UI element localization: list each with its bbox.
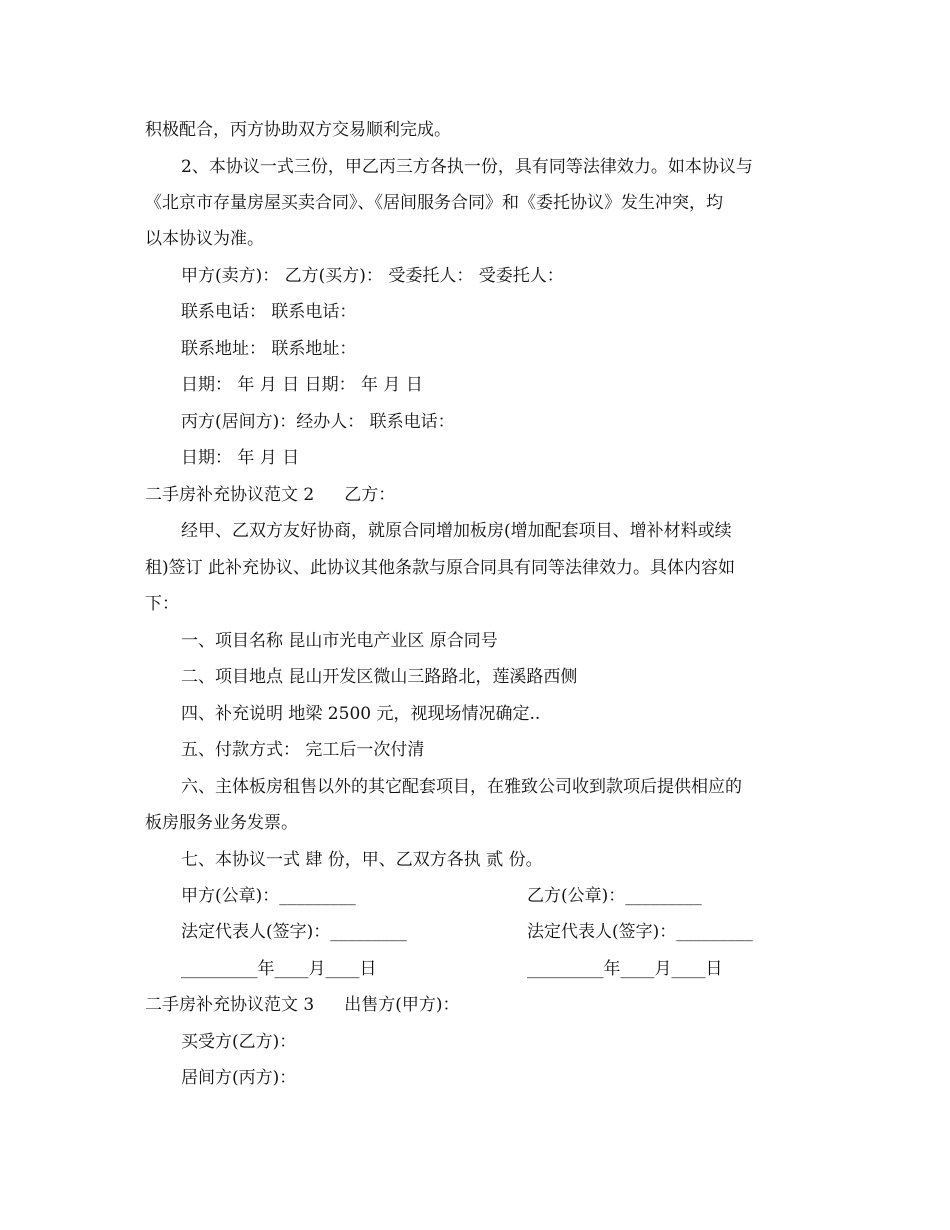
clause-line: 二、项目地点 昆山开发区微山三路路北，莲溪路西侧: [181, 667, 578, 687]
clause-line: 六、主体板房租售以外的其它配套项目，在雅致公司收到款项后提供相应的: [181, 777, 742, 797]
paragraph-line: 以本协议为准。: [145, 229, 264, 249]
clause-line: 五、付款方式： 完工后一次付清: [181, 740, 425, 760]
party-a-seal: 甲方(公章)：_________: [181, 886, 356, 906]
clause-line: 一、项目名称 昆山市光电产业区 原合同号: [181, 631, 498, 651]
paragraph-line: 板房服务业务发票。: [145, 813, 298, 833]
section-heading: [145, 484, 825, 506]
clause-line: 七、本协议一式 肆 份，甲、乙双方各执 贰 份。: [181, 850, 543, 870]
signature-parties-line: 甲方(卖方)： 乙方(买方)： 受委托人： 受委托人：: [181, 266, 564, 286]
intermediary-line: 丙方(居间方)：经办人： 联系电话：: [181, 412, 455, 432]
date-line: 日期： 年 月 日: [181, 448, 300, 468]
party-line: 居间方(丙方)：: [181, 1068, 297, 1088]
paragraph-line: 下：: [145, 594, 179, 614]
party-b-date: _________年____月____日: [527, 959, 723, 979]
paragraph-line: 2、本协议一式三份，甲乙丙三方各执一份，具有同等法律效力。如本协议与: [181, 157, 753, 177]
party-line: 买受方(乙方)：: [181, 1032, 297, 1052]
date-line: 日期： 年 月 日 日期： 年 月 日: [181, 375, 423, 395]
party-label: 出售方(甲方)：: [344, 995, 460, 1015]
section-heading: [145, 994, 825, 1016]
party-a-representative: 法定代表人(签字)：_________: [181, 922, 407, 942]
party-b-seal: 乙方(公章)：_________: [527, 886, 702, 906]
party-label: 乙方：: [344, 485, 396, 505]
party-b-representative: 法定代表人(签字)：_________: [527, 922, 753, 942]
contact-address-line: 联系地址： 联系地址：: [181, 339, 357, 359]
contact-phone-line: 联系电话： 联系电话：: [181, 302, 357, 322]
party-a-date: _________年____月____日: [181, 959, 377, 979]
paragraph-line: 《北京市存量房屋买卖合同》、《居间服务合同》和《委托协议》发生冲突，均: [145, 193, 723, 213]
paragraph-line: 积极配合，丙方协助双方交易顺利完成。: [145, 120, 451, 140]
clause-line: 四、补充说明 地梁 2500 元，视现场情况确定..: [181, 704, 541, 724]
paragraph-line: 租)签订 此补充协议、此协议其他条款与原合同具有同等法律效力。具体内容如: [145, 558, 736, 578]
section-title: 二手房补充协议范文 3: [145, 995, 315, 1015]
section-title: 二手房补充协议范文 2: [145, 485, 315, 505]
paragraph-line: 经甲、乙双方友好协商，就原合同增加板房(增加配套项目、增补材料或续: [181, 521, 732, 541]
